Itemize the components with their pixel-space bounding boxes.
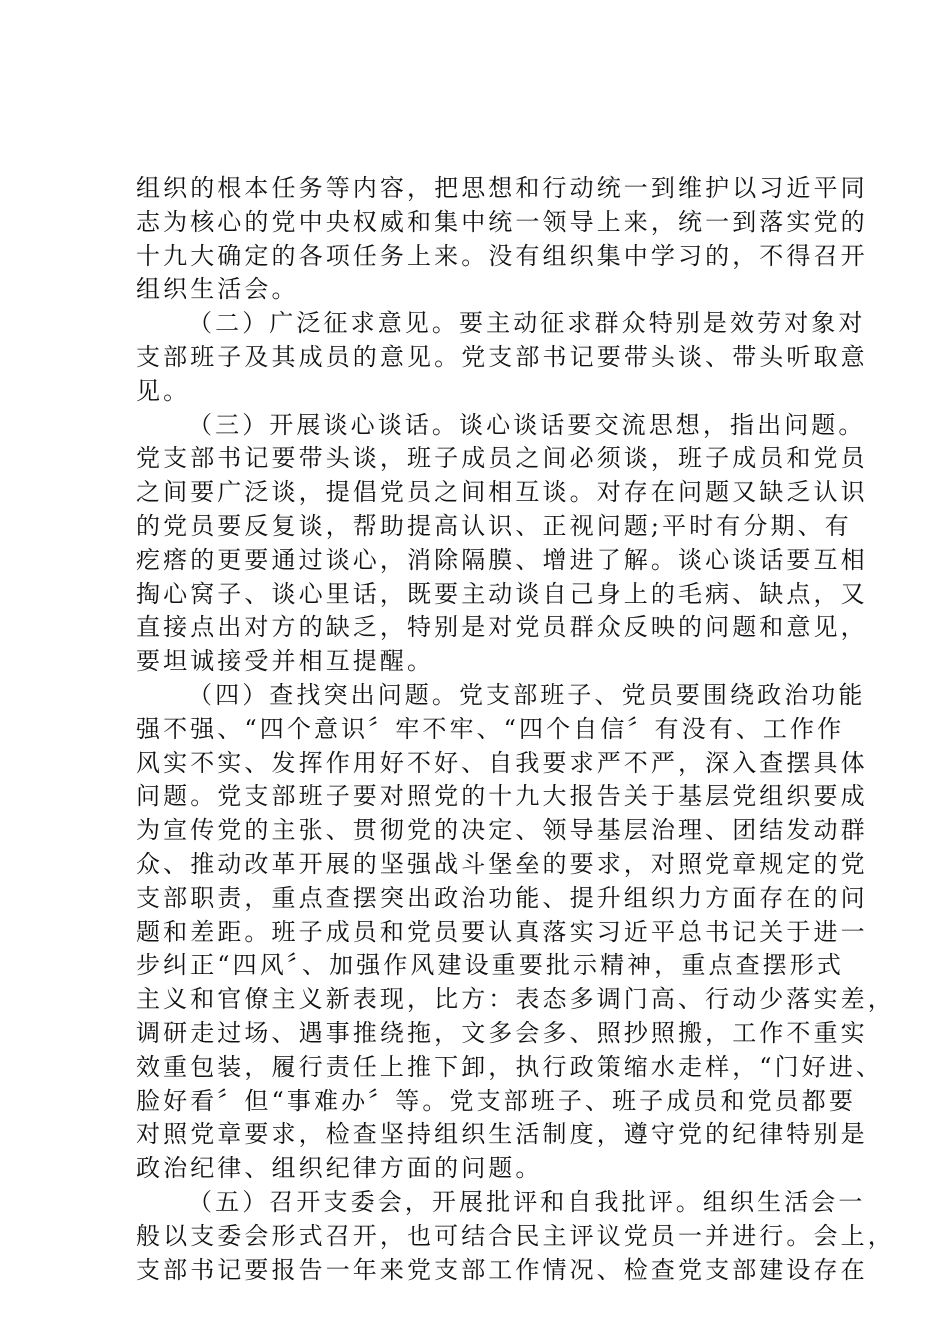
text-line: 要坦诚接受并相互提醒。 bbox=[136, 647, 435, 676]
text-line: 之间要广泛谈，提倡党员之间相互谈。对存在问题又缺乏认识 bbox=[136, 478, 868, 507]
text-line: 步纠正“四风〞、加强作风建设重要批示精神，重点查摆形式 bbox=[136, 951, 844, 980]
text-line: 支部书记要报告一年来党支部工作情况、检查党支部建设存在 bbox=[136, 1255, 868, 1284]
text-line: 的党员要反复谈，帮助提高认识、正视问题;平时有分期、有 bbox=[136, 511, 852, 540]
text-line: 十九大确定的各项任务上来。没有组织集中学习的，不得召开 bbox=[136, 241, 868, 270]
text-line: 风实不实、发挥作用好不好、自我要求严不严，深入查摆具体 bbox=[136, 748, 868, 777]
text-line: 支部班子及其成员的意见。党支部书记要带头谈、带头听取意 bbox=[136, 342, 868, 371]
text-line: 组织的根本任务等内容，把思想和行动统一到维护以习近平同 bbox=[136, 174, 868, 202]
paragraph-first-line: （三）开展谈心谈话。谈心谈话要交流思想，指出问题。 bbox=[188, 410, 866, 439]
text-line: 党支部书记要带头谈，班子成员之间必须谈，班子成员和党员 bbox=[136, 444, 868, 473]
text-line: 为宣传党的主张、贯彻党的决定、领导基层治理、团结发动群 bbox=[136, 816, 868, 845]
text-line: 脸好看〞但“事难办〞等。党支部班子、班子成员和党员都要 bbox=[136, 1086, 856, 1115]
text-line: 调研走过场、遇事推绕拖，文多会多、照抄照搬，工作不重实 bbox=[136, 1018, 868, 1047]
text-line: 强不强、“四个意识〞牢不牢、“四个自信〞有没有、工作作 bbox=[136, 714, 845, 743]
text-line: 直接点出对方的缺乏，特别是对党员群众反映的问题和意见， bbox=[136, 613, 868, 642]
text-line: 题和差距。班子成员和党员要认真落实习近平总书记关于进一 bbox=[136, 917, 868, 946]
text-line: 主义和官僚主义新表现，比方：表态多调门高、行动少落实差， bbox=[136, 985, 895, 1014]
text-line: 掏心窝子、谈心里话，既要主动谈自己身上的毛病、缺点，又 bbox=[136, 579, 868, 608]
paragraph-first-line: （五）召开支委会，开展批评和自我批评。组织生活会一 bbox=[188, 1187, 866, 1216]
text-line: 支部职责，重点查摆突出政治功能、提升组织力方面存在的问 bbox=[136, 883, 868, 912]
text-line: 政治纪律、组织纪律方面的问题。 bbox=[136, 1154, 543, 1183]
text-line: 组织生活会。 bbox=[136, 275, 299, 304]
document-body bbox=[136, 172, 895, 1287]
text-line: 见。 bbox=[136, 376, 191, 405]
paragraph-first-line: （四）查找突出问题。党支部班子、党员要围绕政治功能 bbox=[188, 680, 866, 709]
text-line: 众、推动改革开展的坚强战斗堡垒的要求，对照党章规定的党 bbox=[136, 849, 868, 878]
text-line: 效重包装，履行责任上推下卸，执行政策缩水走样，“门好进、 bbox=[136, 1052, 884, 1081]
text-line: 问题。党支部班子要对照党的十九大报告关于基层党组织要成 bbox=[136, 782, 868, 811]
text-line: 志为核心的党中央权威和集中统一领导上来，统一到落实党的 bbox=[136, 207, 868, 236]
text-line: 疙瘩的更要通过谈心，消除隔膜、增进了解。谈心谈话要互相 bbox=[136, 545, 868, 574]
paragraph-first-line: （二）广泛征求意见。要主动征求群众特别是效劳对象对 bbox=[188, 309, 866, 338]
text-line: 对照党章要求，检查坚持组织生活制度，遵守党的纪律特别是 bbox=[136, 1120, 868, 1149]
text-line: 般以支委会形式召开，也可结合民主评议党员一并进行。会上， bbox=[136, 1221, 895, 1250]
